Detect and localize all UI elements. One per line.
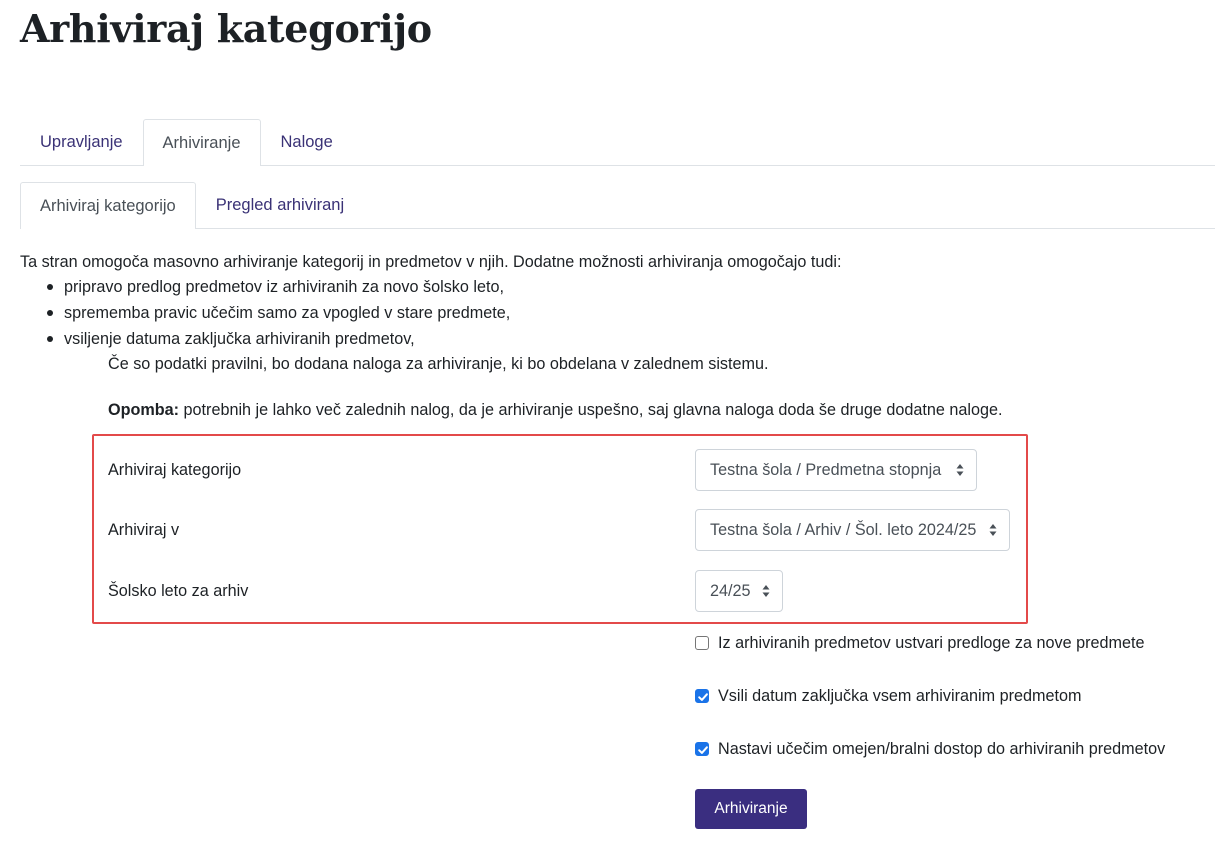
readonly-access-checkbox[interactable] bbox=[695, 742, 709, 756]
tab-arhiviraj-kategorijo[interactable]: Arhiviraj kategorijo bbox=[20, 182, 196, 229]
category-select-value: Testna šola / Predmetna stopnja bbox=[710, 460, 942, 479]
select-arrows-icon bbox=[989, 523, 997, 537]
templates-label[interactable]: Iz arhiviranih predmetov ustvari predloge za nove predmete bbox=[718, 633, 1145, 652]
end-date-label[interactable]: Vsili datum zaključka vsem arhiviranim predmetom bbox=[718, 686, 1082, 705]
info-text: Če so podatki pravilni, bo dodana naloga za arhiviranje, ki bo obdelana v zalednem sistemu. bbox=[108, 355, 769, 373]
secondary-tabs bbox=[20, 183, 1215, 229]
year-select-value: 24/25 bbox=[710, 581, 751, 600]
select-arrows-icon bbox=[956, 463, 964, 477]
note-text bbox=[108, 398, 1200, 422]
archive-submit-button[interactable]: Arhiviranje bbox=[695, 789, 807, 829]
checkmark-icon bbox=[697, 691, 709, 703]
option-readonly-access[interactable] bbox=[695, 737, 1165, 761]
end-date-checkbox[interactable] bbox=[695, 689, 709, 703]
checkmark-icon bbox=[697, 744, 709, 756]
target-select[interactable] bbox=[695, 509, 1010, 551]
list-item: vsiljenje datuma zaključka arhiviranih predmetov, bbox=[44, 326, 1200, 352]
target-select-value: Testna šola / Arhiv / Šol. leto 2024/25 bbox=[710, 520, 977, 539]
list-item: pripravo predlog predmetov iz arhiviranih za novo šolsko leto, bbox=[44, 274, 1200, 300]
year-label: Šolsko leto za arhiv bbox=[108, 581, 249, 600]
note-label: Opomba: bbox=[108, 401, 180, 419]
readonly-access-label[interactable]: Nastavi učečim omejen/bralni dostop do arhiviranih predmetov bbox=[718, 739, 1166, 758]
list-item: sprememba pravic učečim samo za vpogled v stare predmete, bbox=[44, 300, 1200, 326]
form-row-target bbox=[108, 509, 179, 551]
option-end-date[interactable] bbox=[695, 684, 1081, 708]
form-row-category bbox=[108, 449, 241, 491]
tab-arhiviranje[interactable]: Arhiviranje bbox=[143, 119, 261, 166]
option-templates[interactable] bbox=[695, 631, 1145, 655]
target-label: Arhiviraj v bbox=[108, 520, 180, 539]
category-select[interactable] bbox=[695, 449, 977, 491]
tab-naloge[interactable]: Naloge bbox=[280, 133, 333, 151]
templates-checkbox[interactable] bbox=[695, 636, 709, 650]
form-row-year bbox=[108, 570, 248, 612]
primary-tabs bbox=[20, 120, 1215, 166]
feature-list bbox=[44, 274, 1200, 352]
tab-upravljanje[interactable]: Upravljanje bbox=[40, 133, 123, 151]
intro-lead: Ta stran omogoča masovno arhiviranje kategorij in predmetov v njih. Dodatne možnosti arhiviranja omogočajo tudi: bbox=[20, 253, 842, 271]
note-body: potrebnih je lahko več zalednih nalog, da je arhiviranje uspešno, saj glavna naloga doda še druge dodatne naloge. bbox=[179, 401, 1003, 419]
page-title: Arhiviraj kategorijo bbox=[20, 6, 432, 51]
intro-text bbox=[20, 250, 1200, 422]
tab-pregled-arhiviranj[interactable]: Pregled arhiviranj bbox=[215, 196, 345, 214]
category-label: Arhiviraj kategorijo bbox=[108, 460, 242, 479]
year-select[interactable] bbox=[695, 570, 783, 612]
select-arrows-icon bbox=[762, 584, 770, 598]
